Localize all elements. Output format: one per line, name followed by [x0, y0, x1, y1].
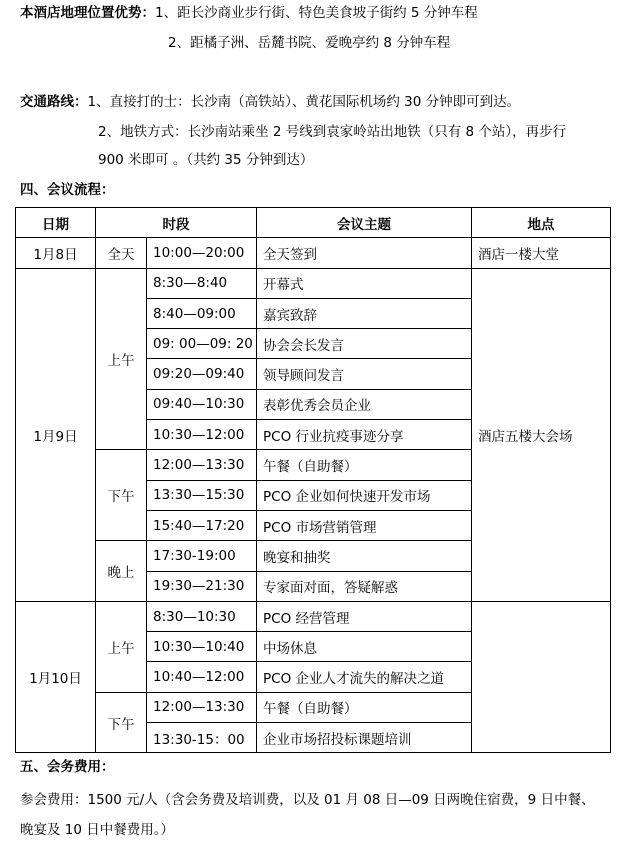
time-cell: 8:40—09:00	[147, 298, 257, 328]
transport-item-2-line-1: 2、地铁方式：长沙南站乘坐 2 号线到袁家岭站出地铁（只有 8 个站），再步行	[98, 124, 567, 140]
topic-cell: PCO 市场营销管理	[257, 510, 472, 540]
topic-cell: PCO 企业人才流失的解决之道	[257, 662, 472, 692]
schedule-table	[15, 207, 611, 753]
place-cell-empty	[472, 601, 611, 752]
header-date: 日期	[16, 208, 96, 238]
topic-cell: 午餐（自助餐）	[257, 692, 472, 722]
period-cell: 全天	[96, 238, 147, 268]
section-4-title: 四、会议流程：	[20, 182, 115, 198]
topic-cell: 午餐（自助餐）	[257, 450, 472, 480]
date-cell: 1月9日	[16, 268, 96, 601]
topic-cell: PCO 行业抗疫事迹分享	[257, 420, 472, 450]
time-cell: 13:30—15:30	[147, 480, 257, 510]
time-cell: 10:30—10:40	[147, 632, 257, 662]
time-cell: 10:00—20:00	[147, 238, 257, 268]
time-cell: 8:30—10:30	[147, 601, 257, 631]
time-cell: 09: 00—09: 20	[147, 329, 257, 359]
table-row	[16, 601, 611, 631]
header-topic: 会议主题	[257, 208, 472, 238]
date-cell: 1月10日	[16, 601, 96, 752]
topic-cell: 领导顾问发言	[257, 359, 472, 389]
place-cell: 酒店一楼大堂	[472, 238, 611, 268]
time-cell: 09:20—09:40	[147, 359, 257, 389]
time-cell: 12:00—13:30	[147, 692, 257, 722]
topic-cell: 中场休息	[257, 632, 472, 662]
topic-cell: 开幕式	[257, 268, 472, 298]
time-cell: 12:00—13:30	[147, 450, 257, 480]
header-period: 时段	[96, 208, 257, 238]
place-cell: 酒店五楼大会场	[472, 268, 611, 601]
period-cell: 下午	[96, 692, 147, 753]
topic-cell: 专家面对面，答疑解惑	[257, 571, 472, 601]
time-cell: 19:30—21:30	[147, 571, 257, 601]
transport-item-2-line-2: 900 米即可 。（共约 35 分钟到达）	[98, 152, 314, 168]
location-item-2: 2、距橘子洲、岳麓书院、爱晚亭约 8 分钟车程	[168, 35, 451, 51]
table-row	[16, 238, 611, 268]
time-cell: 17:30-19:00	[147, 541, 257, 571]
fee-line-2: 晚宴及 10 日中餐费用。）	[20, 822, 175, 838]
transport-section	[20, 92, 520, 112]
period-cell: 上午	[96, 601, 147, 692]
table-header-row	[16, 208, 611, 238]
header-place: 地点	[472, 208, 611, 238]
topic-cell: 嘉宾致辞	[257, 298, 472, 328]
topic-cell: 晚宴和抽奖	[257, 541, 472, 571]
topic-cell: 全天签到	[257, 238, 472, 268]
topic-cell: 企业市场招投标课题培训	[257, 723, 472, 753]
location-label: 本酒店地理位置优势：	[20, 5, 155, 21]
topic-cell: 表彰优秀会员企业	[257, 389, 472, 419]
time-cell: 13:30-15：00	[147, 723, 257, 753]
time-cell: 10:30—12:00	[147, 420, 257, 450]
topic-cell: PCO 企业如何快速开发市场	[257, 480, 472, 510]
time-cell: 15:40—17:20	[147, 510, 257, 540]
transport-label: 交通路线：	[20, 94, 88, 110]
time-cell: 09:40—10:30	[147, 389, 257, 419]
time-cell: 10:40—12:00	[147, 662, 257, 692]
fee-line-1: 参会费用：1500 元/人（含会务费及培训费，以及 01 月 08 日—09 日两晚住宿费，9 日中餐、	[20, 792, 595, 808]
time-cell: 8:30—8:40	[147, 268, 257, 298]
period-cell: 下午	[96, 450, 147, 541]
location-item-1: 1、距长沙商业步行街、特色美食坡子街约 5 分钟车程	[155, 5, 478, 21]
date-cell: 1月8日	[16, 238, 96, 268]
topic-cell: PCO 经营管理	[257, 601, 472, 631]
section-5-title: 五、会务费用：	[20, 759, 115, 775]
period-cell: 晚上	[96, 541, 147, 602]
location-section	[20, 3, 478, 23]
period-cell: 上午	[96, 268, 147, 450]
transport-item-1: 1、直接打的士：长沙南（高铁站）、黄花国际机场约 30 分钟即可到达。	[87, 94, 521, 110]
topic-cell: 协会会长发言	[257, 329, 472, 359]
table-row	[16, 268, 611, 298]
